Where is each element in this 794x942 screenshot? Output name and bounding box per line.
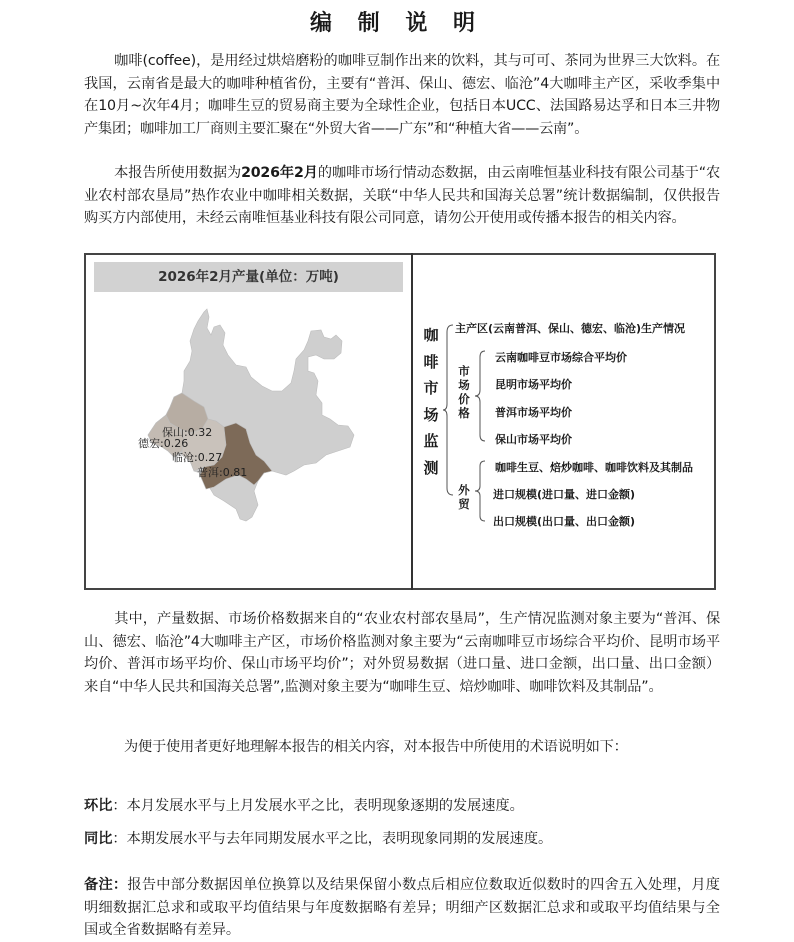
term-definition: 本月发展水平与上月发展水平之比，表明现象逐期的发展速度。 [126, 798, 524, 814]
root-char: 测 [423, 458, 439, 477]
map-label-lincang: 临沧:0.27 [172, 451, 223, 464]
term-mom [84, 795, 724, 818]
data-source-text: 其中，产量数据、市场价格数据来自的“农业农村部农垦局”，生产情况监测对象主要为“普洱、保山、德宏、临沧”4大咖啡主产区，市场价格监测对象主要为“云南咖啡豆市场综合平均价、昆明市场平均价、普洱市场平均价、保山市场平均价”；对外贸易数据（进口量、进口金额，出口量、出口金额）来自“中华人民共和国海关总署”,监测对象主要为“咖啡生豆、焙炒咖啡、咖啡饮料及其制品”。 [84, 611, 720, 695]
tree-trade-item: 咖啡生豆、焙炒咖啡、咖啡饮料及其制品 [495, 461, 693, 474]
tree-price-item: 昆明市场平均价 [495, 378, 572, 391]
tree-trade-item: 进口规模(进口量、进口金额) [493, 488, 636, 501]
map-label-dehong: 德宏:0.26 [138, 437, 189, 450]
root-char: 啡 [423, 352, 439, 371]
term-label: 同比 [84, 831, 113, 847]
yunnan-production-map [86, 295, 408, 545]
report-period: 2026年2月 [241, 165, 318, 181]
data-source-text-post: 的咖啡市场行情动态数据，由云南唯恒基业科技有限公司基于“农业农村部农垦局”热作农业中咖啡相关数据，关联“中华人民共和国海关总署”统计数据编制，仅供报告购买方内部使用，未经云南唯恒基业科技有限公司同意，请勿公开使用或传播本报告的相关内容。 [84, 165, 720, 226]
map-title: 2026年2月产量(单位：万吨) [94, 262, 403, 292]
intro-paragraph-coffee [84, 50, 720, 140]
root-char: 监 [423, 432, 439, 450]
tree-price-item: 保山市场平均价 [495, 433, 572, 446]
trade-brace-icon [475, 460, 487, 522]
term-separator: ： [112, 831, 127, 847]
root-char: 场 [423, 405, 439, 424]
tree-trade-item: 出口规模(出口量、出口金额) [493, 515, 636, 528]
page-title: 编 制 说 明 [310, 11, 484, 36]
group-char: 价 [458, 392, 470, 406]
root-brace-icon [443, 324, 455, 496]
terms-intro: 为便于使用者更好地理解本报告的相关内容，对本报告中所使用的术语说明如下： [124, 739, 628, 755]
term-definition: 本期发展水平与去年同期发展水平之比，表明现象同期的发展速度。 [126, 831, 553, 847]
map-label-baoshan: 保山:0.32 [162, 426, 213, 439]
tree-production-item: 主产区(云南普洱、保山、德宏、临沧)生产情况 [455, 322, 686, 335]
tree-price-item: 云南咖啡豆市场综合平均价 [495, 351, 627, 364]
term-definition: 报告中部分数据因单位换算以及结果保留小数点后相应位数取近似数时的四舍五入处理，月度明细数据汇总求和或取平均值结果与年度数据略有差异；明细产区数据汇总求和或取平均值结果与全国或全省数据略有差异。 [84, 877, 720, 938]
tree-root-label [421, 322, 441, 481]
intro-paragraph-data-source [84, 162, 720, 230]
root-char: 市 [423, 379, 439, 397]
tree-price-item: 普洱市场平均价 [495, 406, 572, 419]
root-char: 咖 [423, 326, 439, 344]
market-monitoring-tree [413, 300, 716, 540]
term-separator: ： [112, 877, 128, 893]
tree-price-group-label [457, 364, 471, 420]
term-yoy [84, 828, 724, 851]
group-char: 外 [458, 483, 470, 497]
map-label-puer: 普洱:0.81 [197, 466, 248, 479]
intro-text: 咖啡(coffee)，是用经过烘焙磨粉的咖啡豆制作出来的饮料，其与可可、茶同为世界三大饮料。在我国，云南省是最大的咖啡种植省份，主要有“普洱、保山、德宏、临沧”4大咖啡主产区，采收季集中在10月~次年4月；咖啡生豆的贸易商主要为全球性企业，包括日本UCC、法国路易达孚和日本三井物产集团；咖啡加工厂商则主要汇聚在“外贸大省——广东”和“种植大省——云南”。 [84, 53, 720, 137]
group-char: 市 [458, 364, 470, 378]
term-note [84, 874, 720, 942]
tree-trade-group-label [457, 483, 471, 511]
data-source-text-pre: 本报告所使用数据为 [114, 165, 242, 181]
price-brace-icon [475, 350, 487, 442]
term-label: 备注 [84, 877, 113, 893]
data-source-paragraph [84, 608, 720, 698]
group-char: 场 [458, 378, 470, 392]
group-char: 贸 [458, 497, 470, 511]
term-separator: ： [112, 798, 127, 814]
group-char: 格 [458, 406, 470, 420]
term-label: 环比 [84, 798, 113, 814]
